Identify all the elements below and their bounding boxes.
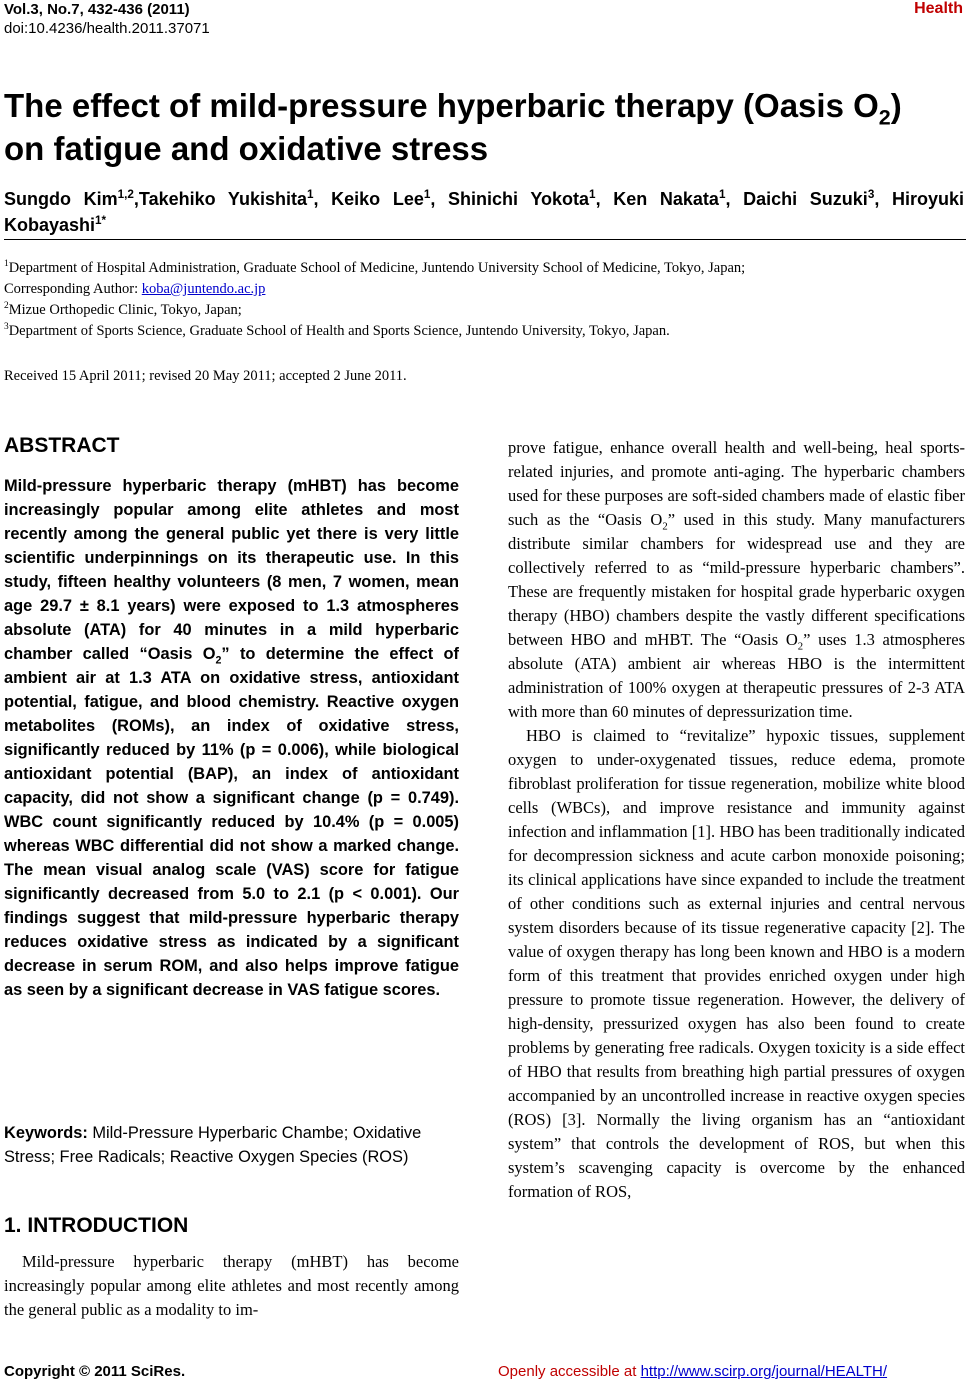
affil-sup: 1	[4, 259, 9, 270]
affiliation-2: Mizue Orthopedic Clinic, Tokyo, Japan;	[8, 302, 242, 318]
introduction-para2: HBO is claimed to “revitalize” hypoxic tissues, supplement oxygen to under-oxygenated tissues, reduce edema, promote fibroblast proliferation for tissue regeneration, mobilize white blood cells (WBCs), and improve resistance and immunity against infection and inflammation [1]. HBO has been traditionally indicated for decompression sickness and acute carbon monoxide poisoning; its clinical applications have since expanded to include the treatment of other conditions such as external injuries and central nervous system disorders because of its tissue regenerative capacity [2]. The value of oxygen therapy has long been known and HBO is a modern form of this treatment that provides enriched oxygen under high pressure to promote tissue regeneration. However, the delivery of high-density, pressurized oxygen has also been found to create problems by generating free radicals. Oxygen toxicity is a side effect of HBO that results from breathing high partial pressures of oxygen accompanied by an uncontrolled increase in reactive oxygen species (ROS) [3]. Normally the living organism has an “antioxidant system” that controls the development of ROS, but when this system’s scavenging capacity is overcome by the enhanced formation of ROS,	[508, 726, 965, 1201]
header-divider	[4, 239, 966, 240]
doi: doi:10.4236/health.2011.37071	[4, 20, 210, 37]
author-name: , Daichi Suzuki	[725, 189, 868, 209]
footer-access	[498, 1363, 887, 1380]
author-name: , Hiroyuki Kobayashi	[4, 189, 965, 235]
para-text: ” used in this study. Many manufacturers distribute similar chambers for widespread use and they are collectively referred to as “mild-pressure hyperbaric chambers”. These are frequently mistaken for hospital grade hyperbaric oxygen therapy (HBO) chambers despite the vastly different specifications between HBO and mHBT. The “Oasis O	[508, 510, 965, 649]
affil-sup: 3	[4, 322, 9, 333]
title-line1-end: )	[890, 87, 902, 124]
author-name: , Ken Nakata	[595, 189, 719, 209]
footer-copyright: Copyright © 2011 SciRes.	[4, 1363, 186, 1380]
affil-sup: 2	[4, 301, 9, 312]
abstract-text-1: Mild-pressure hyperbaric therapy (mHBT) has become increasingly popular among elite athletes and most recently among the general public yet there is very little scientific underpinnings on its therapeutic use. In this study, fifteen healthy volunteers (8 men, 7 women, mean age 29.7 ± 8.1 years) were exposed to 1.3 atmospheres absolute (ATA) for 40 minutes in a mild hyperbaric chamber called “Oasis O	[4, 477, 459, 663]
keywords-label: Keywords:	[4, 1124, 93, 1142]
title-line1: The effect of mild-pressure hyperbaric therapy (Oasis O	[4, 87, 879, 124]
author-name: , Shinichi Yokota	[430, 189, 590, 209]
author-affil-sup: 1	[589, 188, 596, 201]
journal-header	[4, 0, 210, 38]
author-list	[4, 186, 964, 238]
keywords-text: Mild-Pressure Hyperbaric Chambe; Oxidative Stress; Free Radicals; Reactive Oxygen Species (ROS)	[4, 1124, 422, 1166]
right-column	[508, 436, 965, 1204]
para-text: prove fatigue, enhance overall health and well-being, heal sports-related injuries, and promote anti-aging. The hyperbaric chambers used for these purposes are soft-sided chambers made of elastic fiber such as the “Oasis O	[508, 438, 965, 529]
abstract-heading: ABSTRACT	[4, 434, 120, 457]
keywords	[4, 1121, 459, 1169]
para-subscript: 2	[662, 520, 668, 533]
introduction-para1-cont	[508, 436, 965, 724]
author-name: , Keiko Lee	[313, 189, 424, 209]
corresponding-email-link[interactable]: koba@juntendo.ac.jp	[141, 281, 266, 297]
journal-url-link[interactable]: http://www.scirp.org/journal/HEALTH/	[640, 1363, 888, 1380]
affiliation-3: Department of Sports Science, Graduate School of Health and Sports Science, Juntendo University, Tokyo, Japan.	[8, 323, 670, 339]
received-dates: Received 15 April 2011; revised 20 May 2011; accepted 2 June 2011.	[4, 368, 407, 384]
corresponding-label: Corresponding Author:	[4, 281, 142, 297]
paper-title	[4, 84, 972, 170]
author-affil-sup: 1	[718, 188, 726, 201]
introduction-para1-start: Mild-pressure hyperbaric therapy (mHBT) has become increasingly popular among elite athletes and most recently among the general public as a modality to im-	[4, 1252, 459, 1319]
affiliations	[4, 258, 964, 342]
abstract-text-2: ” to determine the effect of ambient air at 1.3 ATA on oxidative stress, antioxidant potential, fatigue, and blood chemistry. Reactive oxygen metabolites (ROMs), an index of oxidative stress, significantly reduced by 11% (p = 0.006), while biological antioxidant potential (BAP), an index of antioxidant capacity, did not show a significant change (p = 0.749). WBC count significantly reduced by 10.4% (p = 0.005) whereas WBC differential did not show a marked change. The mean visual analog scale (VAS) score for fatigue significantly decreased from 5.0 to 2.1 (p < 0.001). Our findings suggest that mild-pressure hyperbaric therapy reduces oxidative stress as indicated by a significant decrease in serum ROM, and also helps improve fatigue as seen by a significant decrease in VAS fatigue scores.	[4, 645, 459, 999]
para-subscript: 2	[797, 640, 804, 653]
author-affil-sup: 1	[306, 188, 314, 201]
title-line2: on fatigue and oxidative stress	[4, 130, 489, 167]
footer-access-label: Openly accessible at	[498, 1363, 641, 1380]
author-affil-sup: 3	[867, 188, 875, 201]
abstract-body	[4, 474, 459, 1002]
abstract-subscript: 2	[215, 654, 222, 667]
para-text: ” uses 1.3 atmospheres absolute (ATA) ambient air whereas HBO is the intermittent administration of 100% oxygen at therapeutic pressures of 2-3 ATA with more than 60 minutes of depressurization time.	[508, 630, 966, 721]
journal-name: Health	[914, 0, 963, 17]
journal-ref: Vol.3, No.7, 432-436 (2011)	[4, 1, 190, 18]
author-affil-sup: 1	[423, 188, 431, 201]
introduction-heading: 1. INTRODUCTION	[4, 1214, 189, 1237]
author-affil-sup: 1,2	[117, 188, 134, 201]
author-name: ,Takehiko Yukishita	[133, 189, 307, 209]
affiliation-1: Department of Hospital Administration, Graduate School of Medicine, Juntendo University School of Medicine, Tokyo, Japan;	[8, 260, 746, 276]
author-affil-sup: 1*	[95, 214, 107, 227]
title-subscript: 2	[878, 105, 891, 130]
author-name: Sungdo Kim	[4, 189, 118, 209]
